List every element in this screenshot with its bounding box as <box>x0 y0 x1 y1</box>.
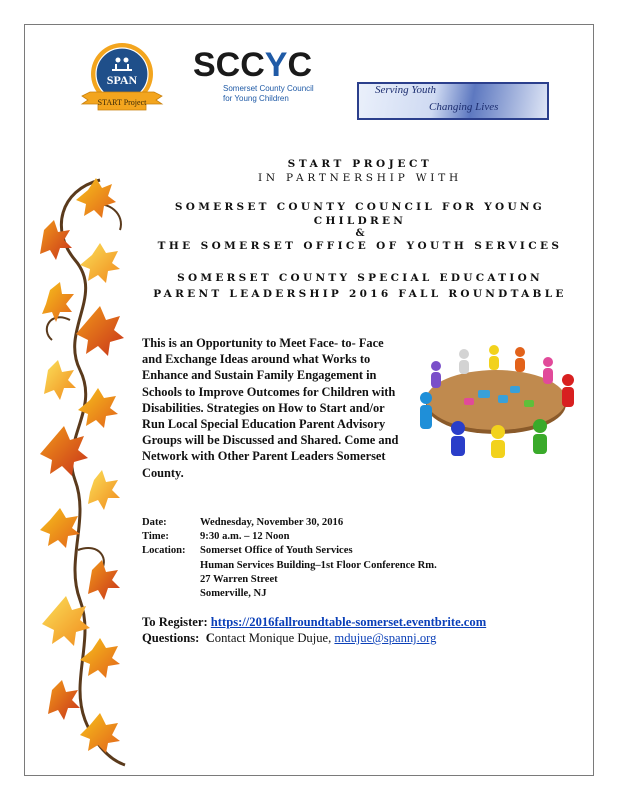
detail-date <box>142 516 437 530</box>
event-title-line1: SOMERSET COUNTY SPECIAL EDUCATION <box>177 272 543 284</box>
questions-text: ontact Monique Dujue, <box>214 631 332 645</box>
sccyc-subtitle <box>223 84 314 104</box>
serving-youth-line1: Serving Youth <box>375 84 437 96</box>
questions-line <box>142 630 436 646</box>
detail-location <box>142 544 437 601</box>
questions-label: Questions: <box>142 631 200 645</box>
span-logo <box>76 40 168 118</box>
time-label: Time: <box>142 531 169 543</box>
location-label: Location: <box>142 545 186 557</box>
title-start-project: START PROJECT <box>287 158 433 170</box>
serving-youth-logo <box>357 82 549 120</box>
location-line: 27 Warren Street <box>200 573 278 585</box>
autumn-leaf-vine <box>30 170 140 770</box>
event-title <box>140 270 580 302</box>
date-value: Wednesday, November 30, 2016 <box>200 517 344 528</box>
title-ampersand: & <box>355 228 365 239</box>
register-link[interactable]: https://2016fallroundtable-somerset.eventbrite.com <box>210 615 487 629</box>
sccyc-acronym: SCCYC <box>193 46 313 84</box>
register-label: To Register: <box>142 615 208 629</box>
span-logo-text: SPAN <box>106 73 138 87</box>
time-value: 9:30 a.m. – 12 Noon <box>200 531 290 543</box>
location-line: Human Services Building–1st Floor Conference Rm. <box>200 559 437 571</box>
location-line: Somerville, NJ <box>200 588 267 600</box>
sccyc-logo <box>193 46 313 108</box>
title-council: SOMERSET COUNTY COUNCIL FOR YOUNG CHILDREN <box>174 201 546 227</box>
intro-paragraph: This is an Opportunity to Meet Face- to- Face and Exchange Ideas around what Works to Enhance and Sustain Family Engagement in Schools to Improve Outcomes for Children with Disabilities. Strategies on How to Start and/or Run Local Special Education Parent Advisory Groups will be Discussed and Shared. Come and Network with Other Parent Leaders Somerset County. <box>142 336 399 480</box>
serving-youth-line2: Changing Lives <box>429 101 499 113</box>
event-details <box>142 516 437 601</box>
date-label: Date: <box>142 517 167 528</box>
title-youth-services: THE SOMERSET OFFICE OF YOUTH SERVICES <box>157 240 563 252</box>
roundtable-illustration <box>408 340 580 458</box>
span-logo-tagline: START Project <box>97 98 147 107</box>
detail-time <box>142 530 437 544</box>
sccyc-subtitle-line2: for Young Children <box>223 94 289 103</box>
questions-lead: C <box>205 631 215 645</box>
location-line: Somerset Office of Youth Services <box>200 545 353 557</box>
event-title-line2: PARENT LEADERSHIP 2016 FALL ROUNDTABLE <box>153 288 567 300</box>
title-partnership: IN PARTNERSHIP WITH <box>257 172 463 184</box>
contact-email-link[interactable]: mdujue@spannj.org <box>334 631 437 645</box>
location-value <box>200 544 437 601</box>
sccyc-subtitle-line1: Somerset County Council <box>223 84 314 93</box>
register-line <box>142 614 486 630</box>
